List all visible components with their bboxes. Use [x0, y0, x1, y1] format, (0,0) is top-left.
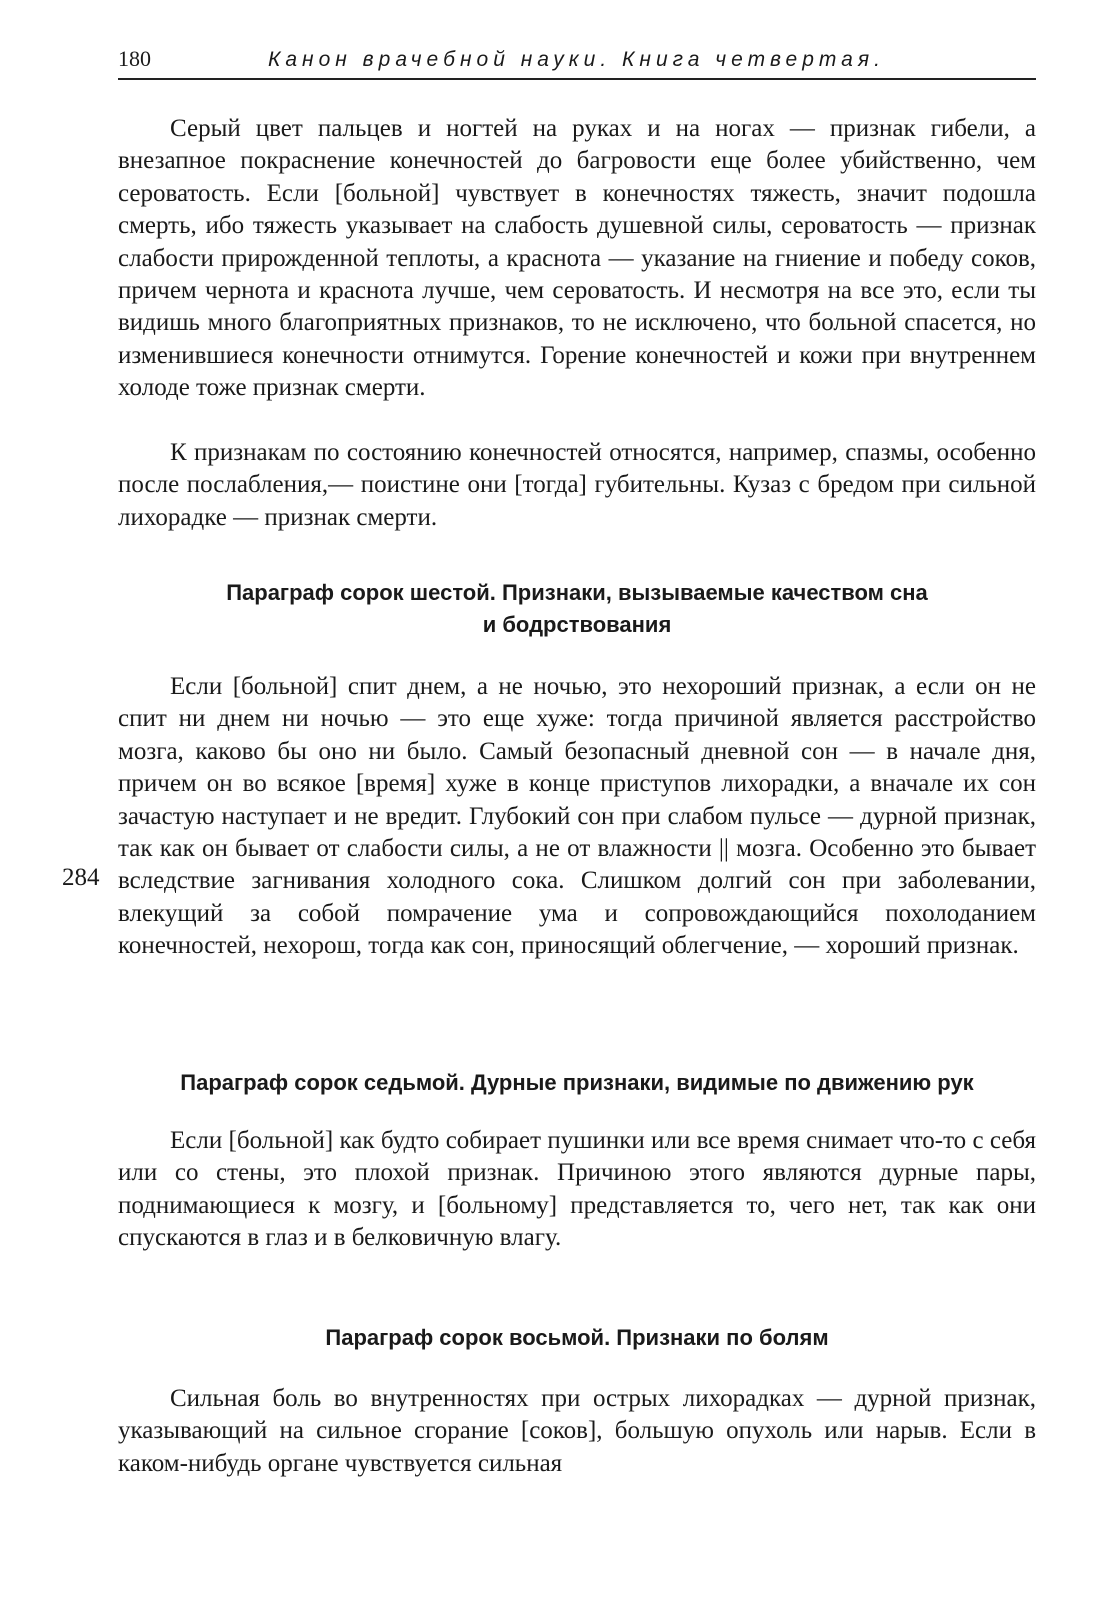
paragraph-pain-signs: Сильная боль во внутренностях при острых лихорадках — дурной признак, указывающий на сильное сгорание [соков], большую опухоль или нарыв. Если в каком-нибудь органе чувствуется сильная — [118, 1385, 1036, 1477]
running-title: Канон врачебной науки. Книга четвертая. — [268, 48, 885, 71]
section-heading-46-line2: и бодрствования — [482, 612, 672, 637]
paragraph-hand-movement-signs: Если [больной] как будто собирает пушинки или все время снимает что-то с себя или со стены, это плохой признак. Причиною этого являются дурные пары, поднимающиеся к мозгу, и [больному] представляется то, чего нет, так как они спускаются в глаз и в белковичную влагу. — [118, 1127, 1036, 1252]
section-heading-46-line1: Параграф сорок шестой. Признаки, вызываемые качеством сна — [226, 580, 928, 605]
running-head — [118, 44, 1036, 80]
section-heading-47: Параграф сорок седьмой. Дурные признаки, видимые по движению рук — [180, 1070, 974, 1095]
paragraph-extremities-color: Серый цвет пальцев и ногтей на руках и на ногах — признак гибели, а внезапное покраснение конечностей до багровости еще более убийственно, чем сероватость. Если [больной] чувствует в конечностях тяжесть, значит подошла смерть, ибо тяжесть указывает на слабость душевной силы, сероватость — признак слабости прирожденной теплоты, а краснота — указание на гниение и победу соков, причем чернота и краснота лучше, чем сероватость. И несмотря на все это, если ты видишь много благоприятных признаков, то не исключено, что больной спасется, но изменившиеся конечности отнимутся. Горение конечностей и кожи при внутреннем холоде тоже признак смерти. — [118, 115, 1036, 402]
margin-folio-number: 284 — [62, 864, 100, 891]
paragraph-sleep-signs: Если [больной] спит днем, а не ночью, это нехороший признак, а если он не спит ни днем ни ночью — это еще хуже: тогда причиной является расстройство мозга, каково бы оно ни было. Самый безопасный дневной сон — в начале дня, причем он во всякое [время] хуже в конце приступов лихорадки, а вначале их сон зачастую наступает и не вредит. Глубокий сон при слабом пульсе — дурной признак, так как он бывает от слабости силы, а не от влажности || мозга. Особенно это бывает вследствие загнивания холодного сока. Слишком долгий сон при заболевании, влекущий за собой помрачение ума и сопровождающийся похолоданием конечностей, нехорош, тогда как сон, приносящий облегчение, — хороший признак. — [118, 673, 1036, 960]
paragraph-extremities-spasms: К признакам по состоянию конечностей относятся, например, спазмы, особенно после послабления,— поистине они [тогда] губительны. Кузаз с бредом при сильной лихорадке — признак смерти. — [118, 439, 1036, 531]
section-heading-48: Параграф сорок восьмой. Признаки по болям — [325, 1325, 829, 1350]
page-number: 180 — [118, 46, 151, 71]
